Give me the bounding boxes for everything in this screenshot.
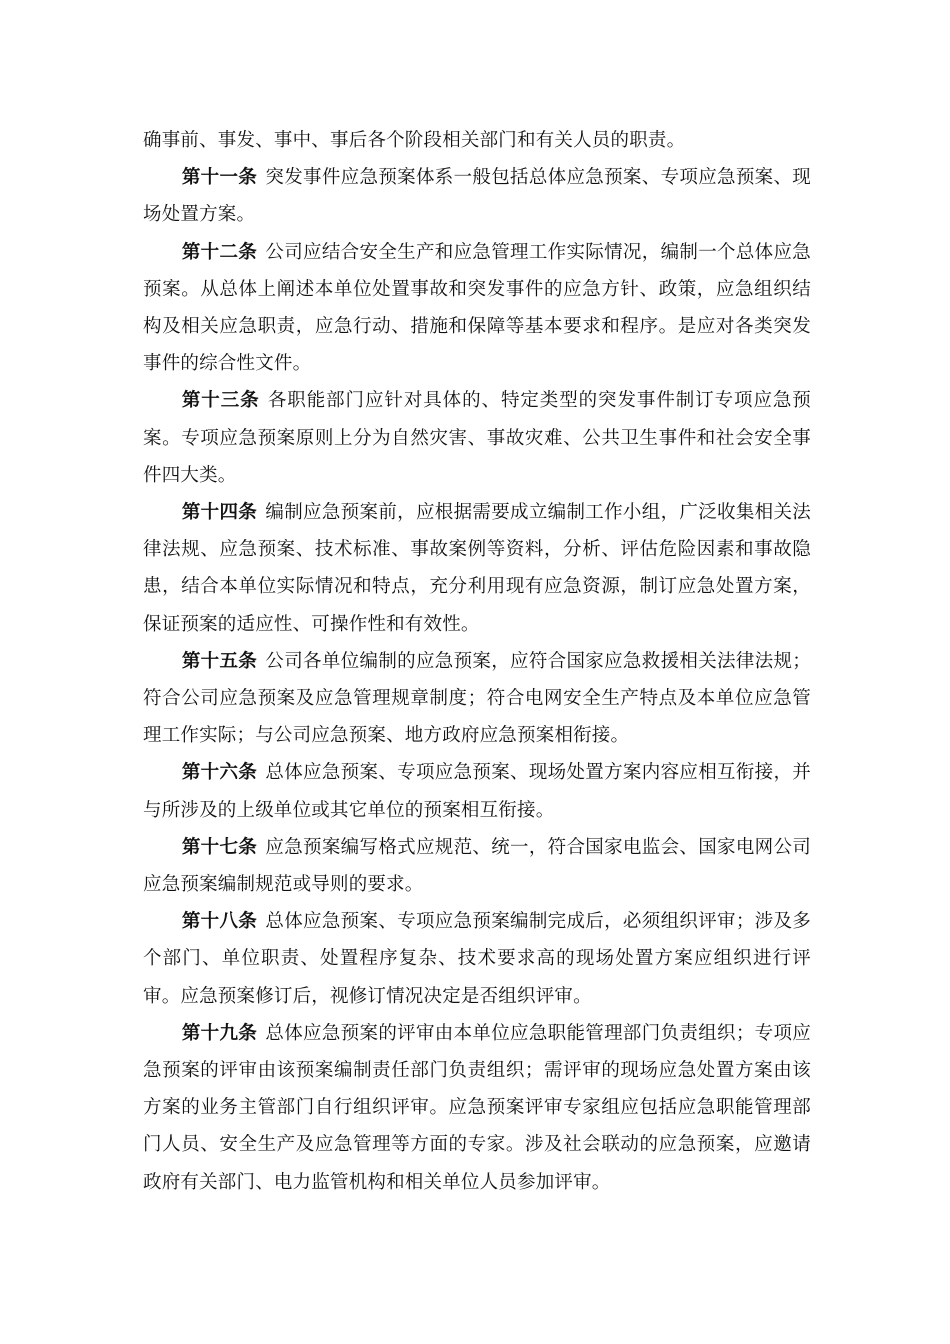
article-text: 公司应结合安全生产和应急管理工作实际情况，编制一个总体应急预案。从总体上阐述本单位处置事故和突发事件的应急方针、政策，应急组织结构及相关应急职责，应急行动、措施和保障等基本要求和程序。是应对各类突发事件的综合性文件。	[143, 241, 811, 375]
article-text: 应急预案编写格式应规范、统一，符合国家电监会、国家电网公司应急预案编制规范或导则的要求。	[143, 836, 811, 896]
article-number: 第十八条	[181, 911, 258, 933]
article-11	[143, 159, 811, 233]
article-15	[143, 643, 811, 755]
article-number: 第十九条	[181, 1022, 258, 1044]
paragraph-text: 确事前、事发、事中、事后各个阶段相关部门和有关人员的职责。	[143, 130, 686, 151]
article-number: 第十三条	[181, 390, 260, 412]
article-13	[143, 382, 811, 494]
article-text: 突发事件应急预案体系一般包括总体应急预案、专项应急预案、现场处置方案。	[143, 167, 811, 226]
document-body	[143, 122, 811, 1201]
article-12	[143, 234, 811, 383]
article-17	[143, 829, 811, 903]
article-text: 公司各单位编制的应急预案，应符合国家应急救援相关法律法规；符合公司应急预案及应急管理规章制度；符合电网安全生产特点及本单位应急管理工作实际；与公司应急预案、地方政府应急预案相衔接。	[143, 650, 811, 747]
article-text: 总体应急预案的评审由本单位应急职能管理部门负责组织；专项应急预案的评审由该预案编制责任部门负责组织；需评审的现场应急处置方案由该方案的业务主管部门自行组织评审。应急预案评审专家组应包括应急职能管理部门人员、安全生产及应急管理等方面的专家。涉及社会联动的应急预案，应邀请政府有关部门、电力监管机构和相关单位人员参加评审。	[143, 1022, 811, 1193]
article-text: 总体应急预案、专项应急预案编制完成后，必须组织评审；涉及多个部门、单位职责、处置程序复杂、技术要求高的现场处置方案应组织进行评审。应急预案修订后，视修订情况决定是否组织评审。	[143, 911, 811, 1007]
article-text: 各职能部门应针对具体的、特定类型的突发事件制订专项应急预案。专项应急预案原则上分为自然灾害、事故灾难、公共卫生事件和社会安全事件四大类。	[143, 390, 811, 486]
article-number: 第十二条	[181, 241, 258, 263]
article-19	[143, 1015, 811, 1201]
article-number: 第十一条	[181, 167, 258, 189]
article-number: 第十七条	[181, 836, 258, 858]
article-number: 第十四条	[181, 502, 258, 524]
paragraph-continuation	[143, 122, 811, 159]
article-text: 总体应急预案、专项应急预案、现场处置方案内容应相互衔接，并与所涉及的上级单位或其它单位的预案相互衔接。	[143, 762, 811, 821]
article-14	[143, 494, 811, 643]
article-number: 第十五条	[181, 650, 258, 672]
article-16	[143, 754, 811, 828]
article-18	[143, 903, 811, 1015]
article-number: 第十六条	[181, 762, 258, 784]
article-text: 编制应急预案前，应根据需要成立编制工作小组，广泛收集相关法律法规、应急预案、技术标准、事故案例等资料，分析、评估危险因素和事故隐患，结合本单位实际情况和特点，充分利用现有应急资源，制订应急处置方案，保证预案的适应性、可操作性和有效性。	[143, 502, 811, 635]
